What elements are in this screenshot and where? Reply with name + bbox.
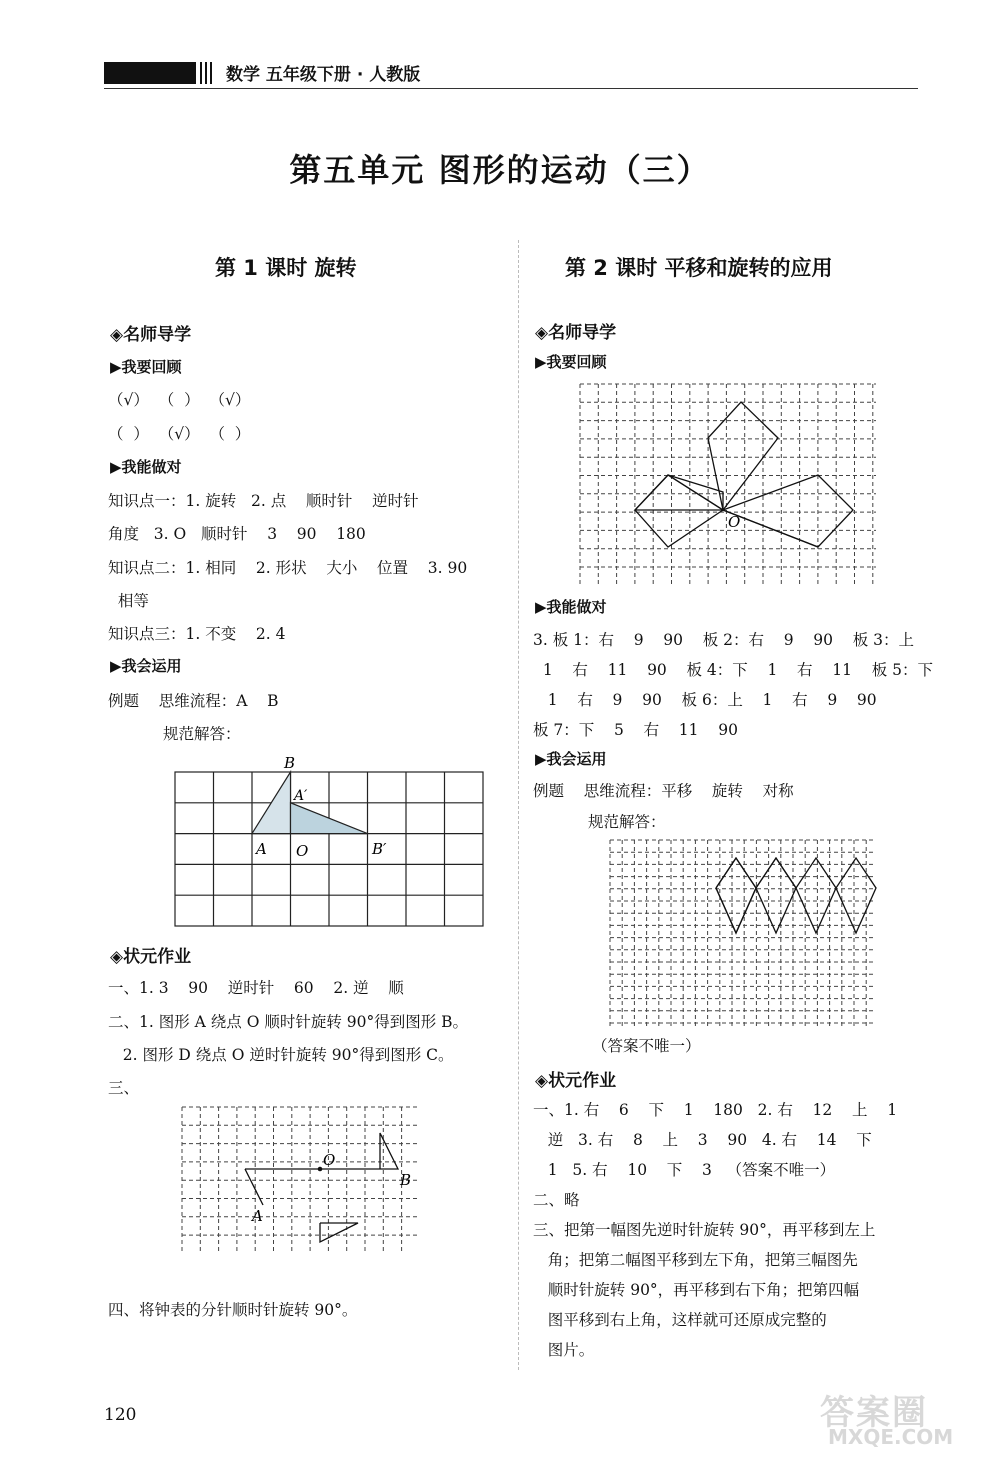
label-O: O [296, 842, 309, 860]
right-guide-heading: ◈名师导学 [535, 323, 617, 343]
left-homework-heading: ◈状元作业 [110, 947, 192, 967]
column-divider [518, 240, 520, 1370]
unit-title: 第五单元 图形的运动（三） [289, 151, 711, 189]
header-text: 数学 五年级下册 · 人教版 [226, 65, 421, 85]
right-homework-line-3: 1 5. 右 10 下 3 （答案不唯一） [533, 1161, 836, 1179]
right-homework-line-7: 顺时针旋转 90°，再平移到右下角；把第四幅 [533, 1281, 860, 1299]
fig2-label-B: B [400, 1171, 412, 1189]
right-review-heading: ▶我要回顾 [535, 353, 607, 371]
left-doright-line-2: 角度 3. O 顺时针 3 90 180 [108, 525, 366, 543]
left-homework-line-3: 2. 图形 D 绕点 O 逆时针旋转 90°得到图形 C。 [108, 1046, 454, 1064]
right-doright-line-3: 1 右 9 90 板 6：上 1 右 9 90 [533, 691, 877, 709]
right-doright-line-1: 3. 板 1：右 9 90 板 2：右 9 90 板 3：上 [533, 631, 914, 649]
right-homework-heading: ◈状元作业 [535, 1071, 617, 1091]
rotation-figure [170, 752, 490, 932]
label-B-prime: B′ [372, 840, 387, 858]
label-A-prime: A′ [294, 788, 308, 804]
left-review-line-1: （√） （ ） （√） [108, 391, 251, 409]
pinwheel-figure [578, 382, 878, 587]
left-lesson-title: 第 1 课时 旋转 [215, 256, 357, 280]
right-example-line: 例题 思维流程：平移 旋转 对称 [533, 782, 794, 800]
left-doright-line-1: 知识点一：1. 旋转 2. 点 顺时针 逆时针 [108, 492, 419, 510]
left-review-heading: ▶我要回顾 [110, 358, 182, 376]
left-doright-line-5: 知识点三：1. 不变 2. 4 [108, 625, 286, 643]
rhombus-chain-figure [608, 838, 878, 1028]
fig3-label-O: O [728, 513, 741, 531]
left-doright-heading: ▶我能做对 [110, 458, 182, 476]
rotation-homework-figure [180, 1105, 420, 1255]
label-B: B [284, 754, 296, 772]
right-homework-line-9: 图片。 [533, 1341, 595, 1359]
right-homework-line-1: 一、1. 右 6 下 1 180 2. 右 12 上 1 [533, 1101, 898, 1119]
watermark-logo: 答案圈 [820, 1393, 928, 1433]
right-homework-line-6: 角；把第二幅图平移到左下角，把第三幅图先 [533, 1251, 858, 1269]
header-ticks [200, 62, 216, 84]
left-apply-heading: ▶我会运用 [110, 657, 182, 675]
right-doright-line-4: 板 7：下 5 右 11 90 [533, 721, 738, 739]
right-answer-label: 规范解答： [588, 813, 666, 831]
fig2-label-O: O [323, 1151, 336, 1169]
left-answer-label: 规范解答： [163, 725, 241, 743]
right-homework-line-8: 图平移到右上角，这样就可还原成完整的 [533, 1311, 827, 1329]
left-doright-line-4: 相等 [108, 592, 149, 610]
left-homework-line-1: 一、1. 3 90 逆时针 60 2. 逆 顺 [108, 979, 404, 997]
header-bar [104, 62, 196, 84]
left-guide-heading: ◈名师导学 [110, 325, 192, 345]
fig2-label-A: A [252, 1207, 263, 1225]
right-homework-line-5: 三、把第一幅图先逆时针旋转 90°，再平移到左上 [533, 1221, 876, 1239]
right-homework-line-4: 二、略 [533, 1191, 580, 1209]
header-rule [104, 88, 918, 89]
left-last-line: 四、将钟表的分针顺时针旋转 90°。 [108, 1301, 358, 1319]
right-apply-heading: ▶我会运用 [535, 750, 607, 768]
right-lesson-title: 第 2 课时 平移和旋转的应用 [565, 256, 833, 280]
left-homework-line-2: 二、1. 图形 A 绕点 O 顺时针旋转 90°得到图形 B。 [108, 1013, 469, 1031]
left-homework-line-4: 三、 [108, 1079, 140, 1097]
left-example-line: 例题 思维流程：A B [108, 692, 279, 710]
right-note: （答案不唯一） [592, 1037, 701, 1055]
right-doright-heading: ▶我能做对 [535, 598, 607, 616]
page-number: 120 [104, 1405, 137, 1425]
left-review-line-2: （ ） （√） （ ） [108, 425, 251, 443]
right-homework-line-2: 逆 3. 右 8 上 3 90 4. 右 14 下 [533, 1131, 872, 1149]
label-A: A [256, 840, 267, 858]
watermark-url: MXQE.COM [828, 1425, 954, 1449]
right-doright-line-2: 1 右 11 90 板 4：下 1 右 11 板 5：下 [533, 661, 933, 679]
left-doright-line-3: 知识点二：1. 相同 2. 形状 大小 位置 3. 90 [108, 559, 468, 577]
